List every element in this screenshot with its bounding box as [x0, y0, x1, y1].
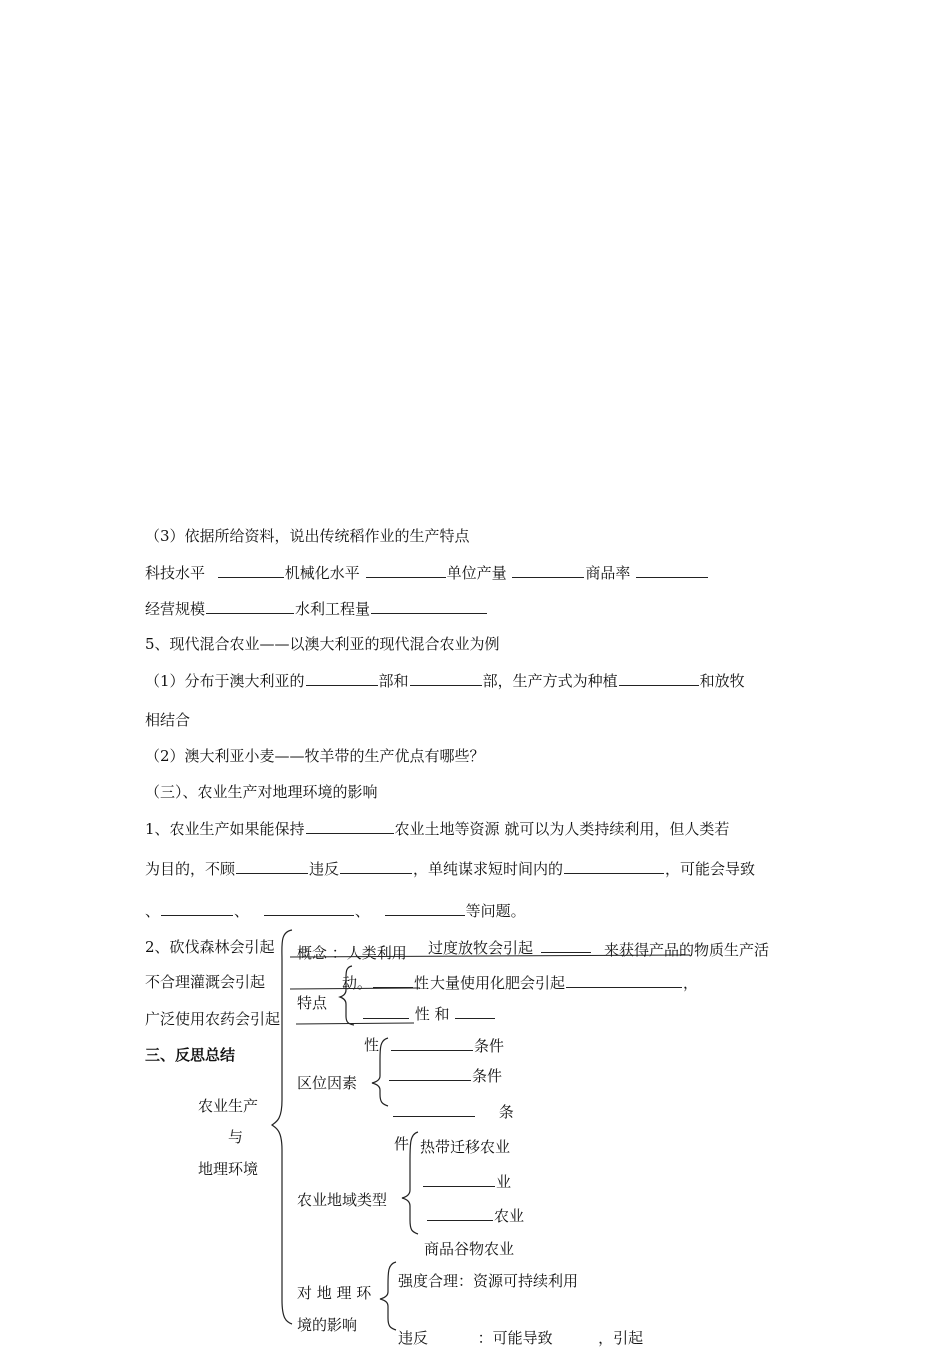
loc-brace	[372, 1038, 388, 1106]
q5-title: 5、现代混合农业——以澳大利亚的现代混合农业为例	[145, 635, 500, 653]
loc-label: 区位因素	[297, 1074, 358, 1092]
q5-p1-cont: 相结合	[145, 711, 191, 729]
overlap-line-1	[290, 955, 690, 957]
part3-title: （三）、农业生产对地理环境的影响	[145, 783, 378, 801]
p1-text-j: 等问题。	[465, 902, 526, 920]
type-item-1: 热带迁移农业	[420, 1138, 511, 1156]
p1-text-d: 违反	[309, 860, 340, 878]
root-brace	[272, 930, 292, 1324]
char-brace	[340, 966, 354, 1025]
label-mechanization: 机械化水平	[284, 564, 360, 582]
impact-brace	[380, 1262, 396, 1330]
p1-text-f: ，可能会导致	[665, 860, 756, 878]
p1-text-a: 1、农业生产如果能保持	[145, 820, 305, 838]
root-line-2: 与	[228, 1128, 244, 1146]
root-line-1: 农业生产	[198, 1097, 259, 1115]
p1-text-i: 、	[354, 902, 370, 920]
loc-item-4: 件	[394, 1135, 410, 1153]
p1-text-e: ，单纯谋求短时间内的	[413, 860, 564, 878]
loc-text-3: 条	[498, 1103, 514, 1121]
loc-text-2: 条件	[472, 1067, 503, 1085]
p2-text-e: ，	[683, 974, 699, 992]
impact-label-1: 对 地 理 环	[297, 1284, 372, 1302]
p1-text-c: 为目的，不顾	[145, 860, 236, 878]
concept-text-c: 动。	[342, 974, 373, 992]
char-c: 性	[364, 1036, 380, 1054]
q5-p2: （2）澳大利亚小麦——牧羊带的生产优点有哪些？	[145, 747, 485, 765]
q5-p1-text-c: 部，生产方式为种植	[482, 672, 618, 690]
p1-text-g: 、	[145, 902, 161, 920]
impact-text-b: 违反	[398, 1329, 429, 1347]
type-brace	[402, 1132, 418, 1234]
type-text-2: 业	[496, 1173, 512, 1191]
loc-text-1: 条件	[474, 1037, 505, 1055]
p2-text-b: 过度放牧会引起	[428, 939, 534, 957]
q5-p1-text-a: （1）分布于澳大利亚的	[145, 672, 305, 690]
char-text-b: 性 和	[414, 1005, 450, 1023]
question-3: （3）依据所给资料，说出传统稻作业的生产特点	[145, 527, 470, 545]
label-water-works: 水利工程量	[295, 600, 371, 618]
part3-p2-a: 2、砍伐森林会引起	[145, 938, 275, 956]
type-text-3: 农业	[494, 1207, 525, 1225]
p1-text-b: 农业土地等资源 就可以为人类持续利用，但人类若	[394, 820, 730, 838]
impact-a: 强度合理：资源可持续利用	[398, 1272, 579, 1290]
char-text-a: 性	[414, 974, 430, 992]
label-unit-yield: 单位产量	[446, 564, 507, 582]
concept-text-a: 概念 ：人类利用	[297, 944, 407, 962]
p1-text-h: 、	[234, 902, 250, 920]
q5-p1-text-d: 和放牧	[699, 672, 745, 690]
char-label: 特点	[297, 994, 328, 1012]
p2-text-d: 大量使用化肥会引起	[430, 974, 566, 992]
type-item-4: 商品谷物农业	[424, 1240, 515, 1258]
overlap-line-3	[296, 1023, 414, 1024]
root-line-3: 地理环境	[198, 1160, 259, 1178]
label-commodity-rate: 商品率	[585, 564, 631, 582]
impact-text-d: ，引起	[598, 1329, 644, 1347]
summary-title: 三、反思总结	[145, 1046, 236, 1064]
impact-text-c: ：可能导致	[477, 1329, 553, 1347]
q5-p1-text-b: 部和	[378, 672, 409, 690]
part3-p2-f: 广泛使用农药会引起	[145, 1010, 281, 1028]
part3-p2-c: 不合理灌溉会引起	[145, 973, 266, 991]
concept-b: 来获得产品的物质生产活	[604, 941, 770, 959]
overlap-line-2	[290, 988, 420, 989]
label-tech-level: 科技水平	[145, 564, 206, 582]
type-label: 农业地域类型	[297, 1191, 388, 1209]
impact-label-2: 境的影响	[297, 1316, 358, 1334]
label-scale: 经营规模	[145, 600, 206, 618]
